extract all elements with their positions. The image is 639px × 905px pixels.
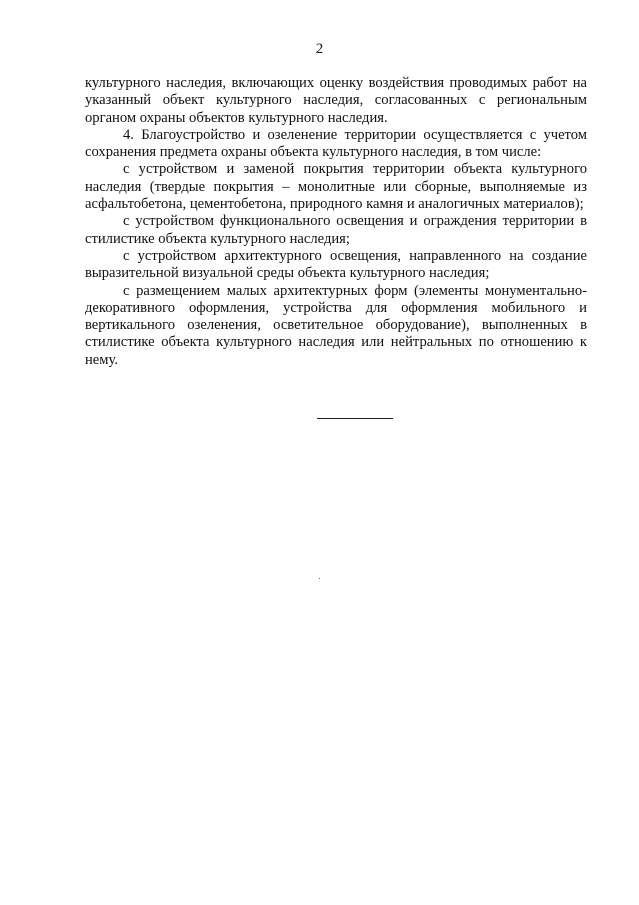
paragraph-surface-covering: с устройством и заменой покрытия территории объекта культурного наследия (твердые покрытия – монолитные или сборные, выполняемые из асфальтобетона, цементобетона, природного камня и аналогичных материалов); (85, 161, 587, 213)
paragraph-small-architectural-forms: с размещением малых архитектурных форм (элементы монументально-декоративного оформления, устройства для оформления мобильного и вертикального озеленения, осветительное оборудование), выполненных в стилистике объекта культурного наследия или нейтральных по отношению к нему. (85, 282, 587, 368)
paragraph-continuation: культурного наследия, включающих оценку воздействия проводимых работ на указанный объект культурного наследия, согласованных с региональным органом охраны объектов культурного наследия. (85, 75, 587, 126)
end-separator-line (317, 418, 393, 419)
paragraph-architectural-lighting: с устройством архитектурного освещения, направленного на создание выразительной визуальной среды объекта культурного наследия; (85, 247, 587, 282)
paragraph-functional-lighting: с устройством функционального освещения и ограждения территории в стилистике объекта культурного наследия; (85, 213, 587, 247)
document-body (85, 75, 587, 369)
page-number: 2 (315, 41, 324, 57)
paragraph-item-4: 4. Благоустройство и озеленение территории осуществляется с учетом сохранения предмета охраны объекта культурного наследия, в том числе: (85, 126, 587, 161)
scan-dot-mark (319, 578, 320, 579)
